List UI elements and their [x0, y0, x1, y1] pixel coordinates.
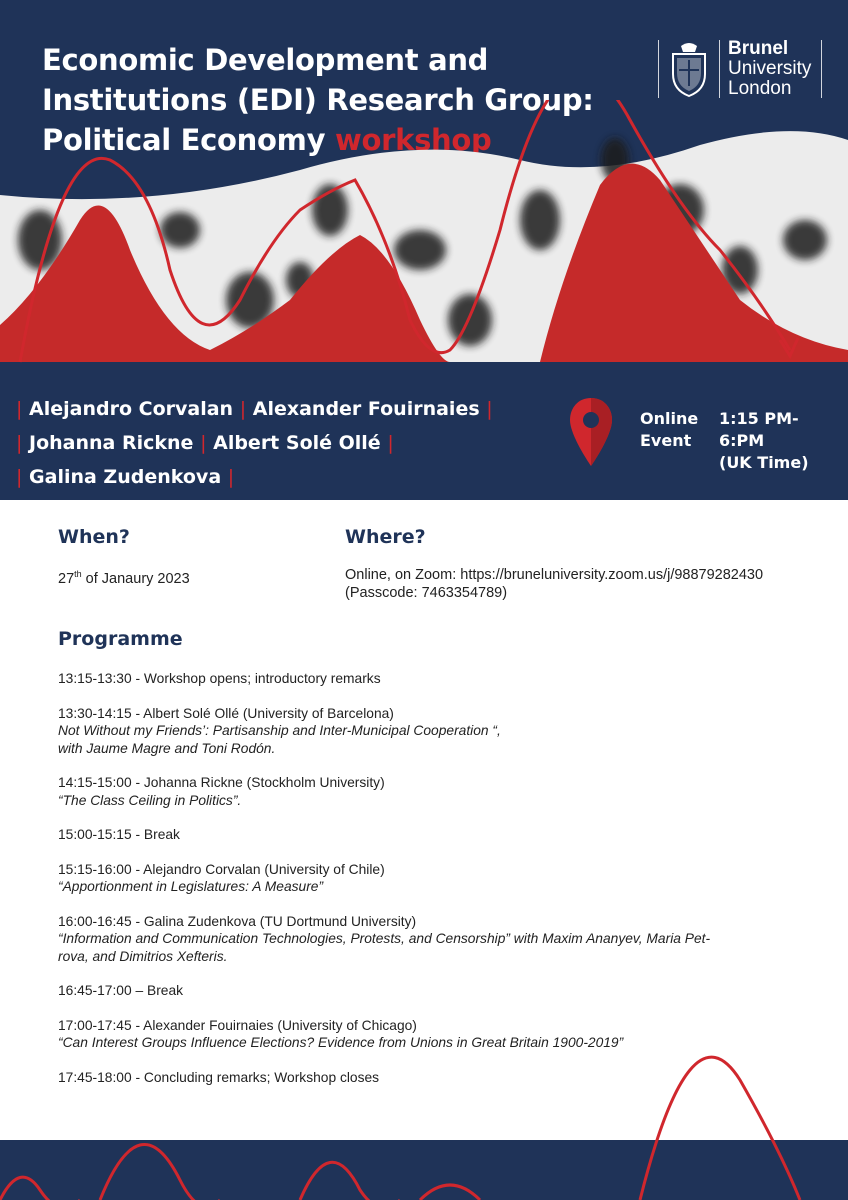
header-banner	[0, 0, 848, 500]
programme-item	[58, 861, 818, 896]
programme-item-time: 15:00-15:15 - Break	[58, 827, 180, 842]
logo-text	[728, 39, 811, 99]
programme-item-talk: with Jaume Magre and Toni Rodón.	[58, 740, 276, 756]
event-type	[640, 408, 698, 452]
speaker-row-3	[16, 460, 493, 494]
footer-wave-decoration	[0, 1040, 848, 1200]
event-time-line-3: (UK Time)	[719, 453, 809, 472]
event-time-line-1: 1:15 PM-	[719, 409, 799, 428]
event-type-line-2: Event	[640, 431, 692, 450]
date-day: 27	[58, 570, 75, 587]
programme-item	[58, 705, 818, 758]
separator: |	[16, 398, 23, 420]
separator: |	[16, 432, 23, 454]
speaker-name: Johanna Rickne	[29, 432, 194, 454]
programme-item	[58, 774, 818, 809]
separator: |	[486, 398, 493, 420]
programme-item	[58, 670, 818, 688]
brunel-logo	[658, 40, 822, 98]
speaker-name: Galina Zudenkova	[29, 466, 222, 488]
where-heading: Where?	[345, 526, 426, 548]
speaker-name: Albert Solé Ollé	[213, 432, 381, 454]
programme-list	[58, 670, 818, 1103]
programme-item-talk: “Can Interest Groups Influence Elections? Evidence from Unions in Great Britain 1900-2019”	[58, 1035, 624, 1050]
title-line-2: Institutions (EDI) Research Group:	[42, 83, 594, 117]
separator: |	[16, 466, 23, 488]
event-time-line-2: 6:PM	[719, 431, 765, 450]
event-location	[345, 566, 825, 602]
speaker-row-2	[16, 426, 493, 460]
event-date	[58, 569, 190, 587]
title-line-3: Political Economy	[42, 123, 335, 157]
zoom-link[interactable]: Online, on Zoom: https://bruneluniversity.zoom.us/j/98879282430	[345, 567, 764, 583]
speaker-name: Alexander Fouirnaies	[252, 398, 480, 420]
programme-item-talk: “Apportionment in Legislatures: A Measure”	[58, 879, 324, 894]
programme-item-talk: “Information and Communication Technologies, Protests, and Censorship” with Maxim Ananyev, Maria Pet-	[58, 931, 711, 946]
speaker-row-1	[16, 392, 493, 426]
logo-line-1: Brunel	[728, 38, 789, 59]
event-time	[719, 408, 809, 474]
programme-item-talk: rova, and Dimitrios Xefteris.	[58, 948, 228, 964]
programme-item	[58, 913, 818, 966]
logo-line-3: London	[728, 78, 792, 99]
logo-divider	[719, 40, 720, 98]
logo-right-rule	[821, 40, 822, 98]
header-artwork	[0, 100, 848, 365]
programme-item-time: 13:15-13:30 - Workshop opens; introductory remarks	[58, 671, 381, 686]
programme-item-talk: Not Without my Friends’: Partisanship and Inter-Municipal Cooperation “,	[58, 723, 501, 738]
separator: |	[227, 466, 235, 488]
title-accent: workshop	[334, 123, 492, 157]
logo-left-rule	[658, 40, 659, 98]
programme-item-time: 16:45-17:00 – Break	[58, 983, 184, 998]
programme-item-talk: “The Class Ceiling in Politics”.	[58, 792, 242, 808]
programme-item	[58, 982, 818, 1000]
separator: |	[200, 432, 207, 454]
crest-icon	[667, 40, 711, 98]
programme-item-time: 13:30-14:15 - Albert Solé Ollé (University of Barcelona)	[58, 705, 394, 721]
programme-item-time: 17:00-17:45 - Alexander Fouirnaies (University of Chicago)	[58, 1017, 417, 1033]
programme-item-time: 14:15-15:00 - Johanna Rickne (Stockholm University)	[58, 775, 385, 790]
date-suffix: th	[74, 569, 82, 579]
zoom-passcode: (Passcode: 7463354789)	[345, 585, 508, 601]
when-heading: When?	[58, 526, 130, 548]
event-type-line-1: Online	[640, 409, 699, 428]
speaker-list	[16, 392, 493, 494]
logo-line-2: University	[728, 58, 812, 79]
title-line-1: Economic Development and	[42, 43, 489, 77]
programme-item	[58, 826, 818, 844]
separator: |	[239, 398, 247, 420]
programme-item-time: 15:15-16:00 - Alejandro Corvalan (University of Chile)	[58, 861, 385, 877]
date-rest: of Janaury 2023	[81, 570, 190, 587]
separator: |	[387, 432, 394, 454]
programme-heading: Programme	[58, 628, 183, 650]
programme-item-time: 16:00-16:45 - Galina Zudenkova (TU Dortmund University)	[58, 913, 417, 929]
location-pin-icon	[568, 396, 614, 468]
speaker-name: Alejandro Corvalan	[29, 398, 234, 420]
programme-item-time: 17:45-18:00 - Concluding remarks; Workshop closes	[58, 1069, 380, 1085]
